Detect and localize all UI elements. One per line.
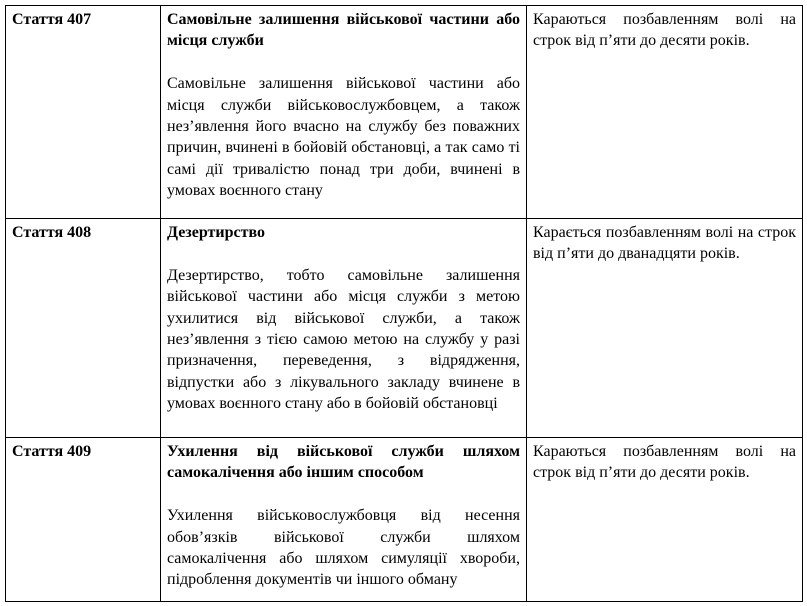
article-number-cell <box>6 438 161 602</box>
article-title: Ухилення від військової служби шляхом самокалічення або іншим способом <box>167 443 520 482</box>
article-description-cell <box>161 219 527 438</box>
article-number-cell <box>6 6 161 219</box>
table-row-article-409 <box>6 438 803 602</box>
article-punishment-cell <box>527 219 803 438</box>
criminal-code-articles-table <box>5 5 803 602</box>
article-title: Самовільне залишення військової частини або місця служби <box>167 11 520 50</box>
article-punishment-cell <box>527 438 803 602</box>
article-number-cell <box>6 219 161 438</box>
article-description-cell <box>161 6 527 219</box>
article-body-text: Дезертирство, тобто самовільне залишення військової частини або місця служби з метою ухилитися від військової служби, а також нез’явлення з тією самою метою на службу у разі призначення, переведення, з відрядження, відпустки або з лікувального закладу вчинене в умовах воєнного стану або в бойовій обстановці <box>167 266 520 413</box>
punishment-text: Караються позбавленням волі на строк від п’яти до десяти років. <box>533 11 796 50</box>
article-body-text: Самовільне залишення військової частини або місця служби військовослужбовцем, а також нез’явлення його вчасно на службу без поважних причин, вчинені в бойовій обстановці, а так само ті самі дії тривалістю понад три доби, вчинені в умовах воєнного стану <box>167 75 520 200</box>
article-number: Стаття 407 <box>12 11 92 28</box>
article-punishment-cell <box>527 6 803 219</box>
article-body-text: Ухилення військовослужбовця від несення обов’язків військової служби шляхом самокалічення або шляхом симуляції хвороби, підроблення документів чи іншого обману <box>167 507 520 589</box>
article-title: Дезертирство <box>167 224 265 241</box>
table-row-article-408 <box>6 219 803 438</box>
punishment-text: Караються позбавленням волі на строк від п’яти до десяти років. <box>533 443 796 482</box>
punishment-text: Карається позбавленням волі на строк від п’яти до дванадцяти років. <box>533 224 796 263</box>
article-number: Стаття 409 <box>12 443 92 460</box>
article-number: Стаття 408 <box>12 224 92 241</box>
article-description-cell <box>161 438 527 602</box>
table-row-article-407 <box>6 6 803 219</box>
